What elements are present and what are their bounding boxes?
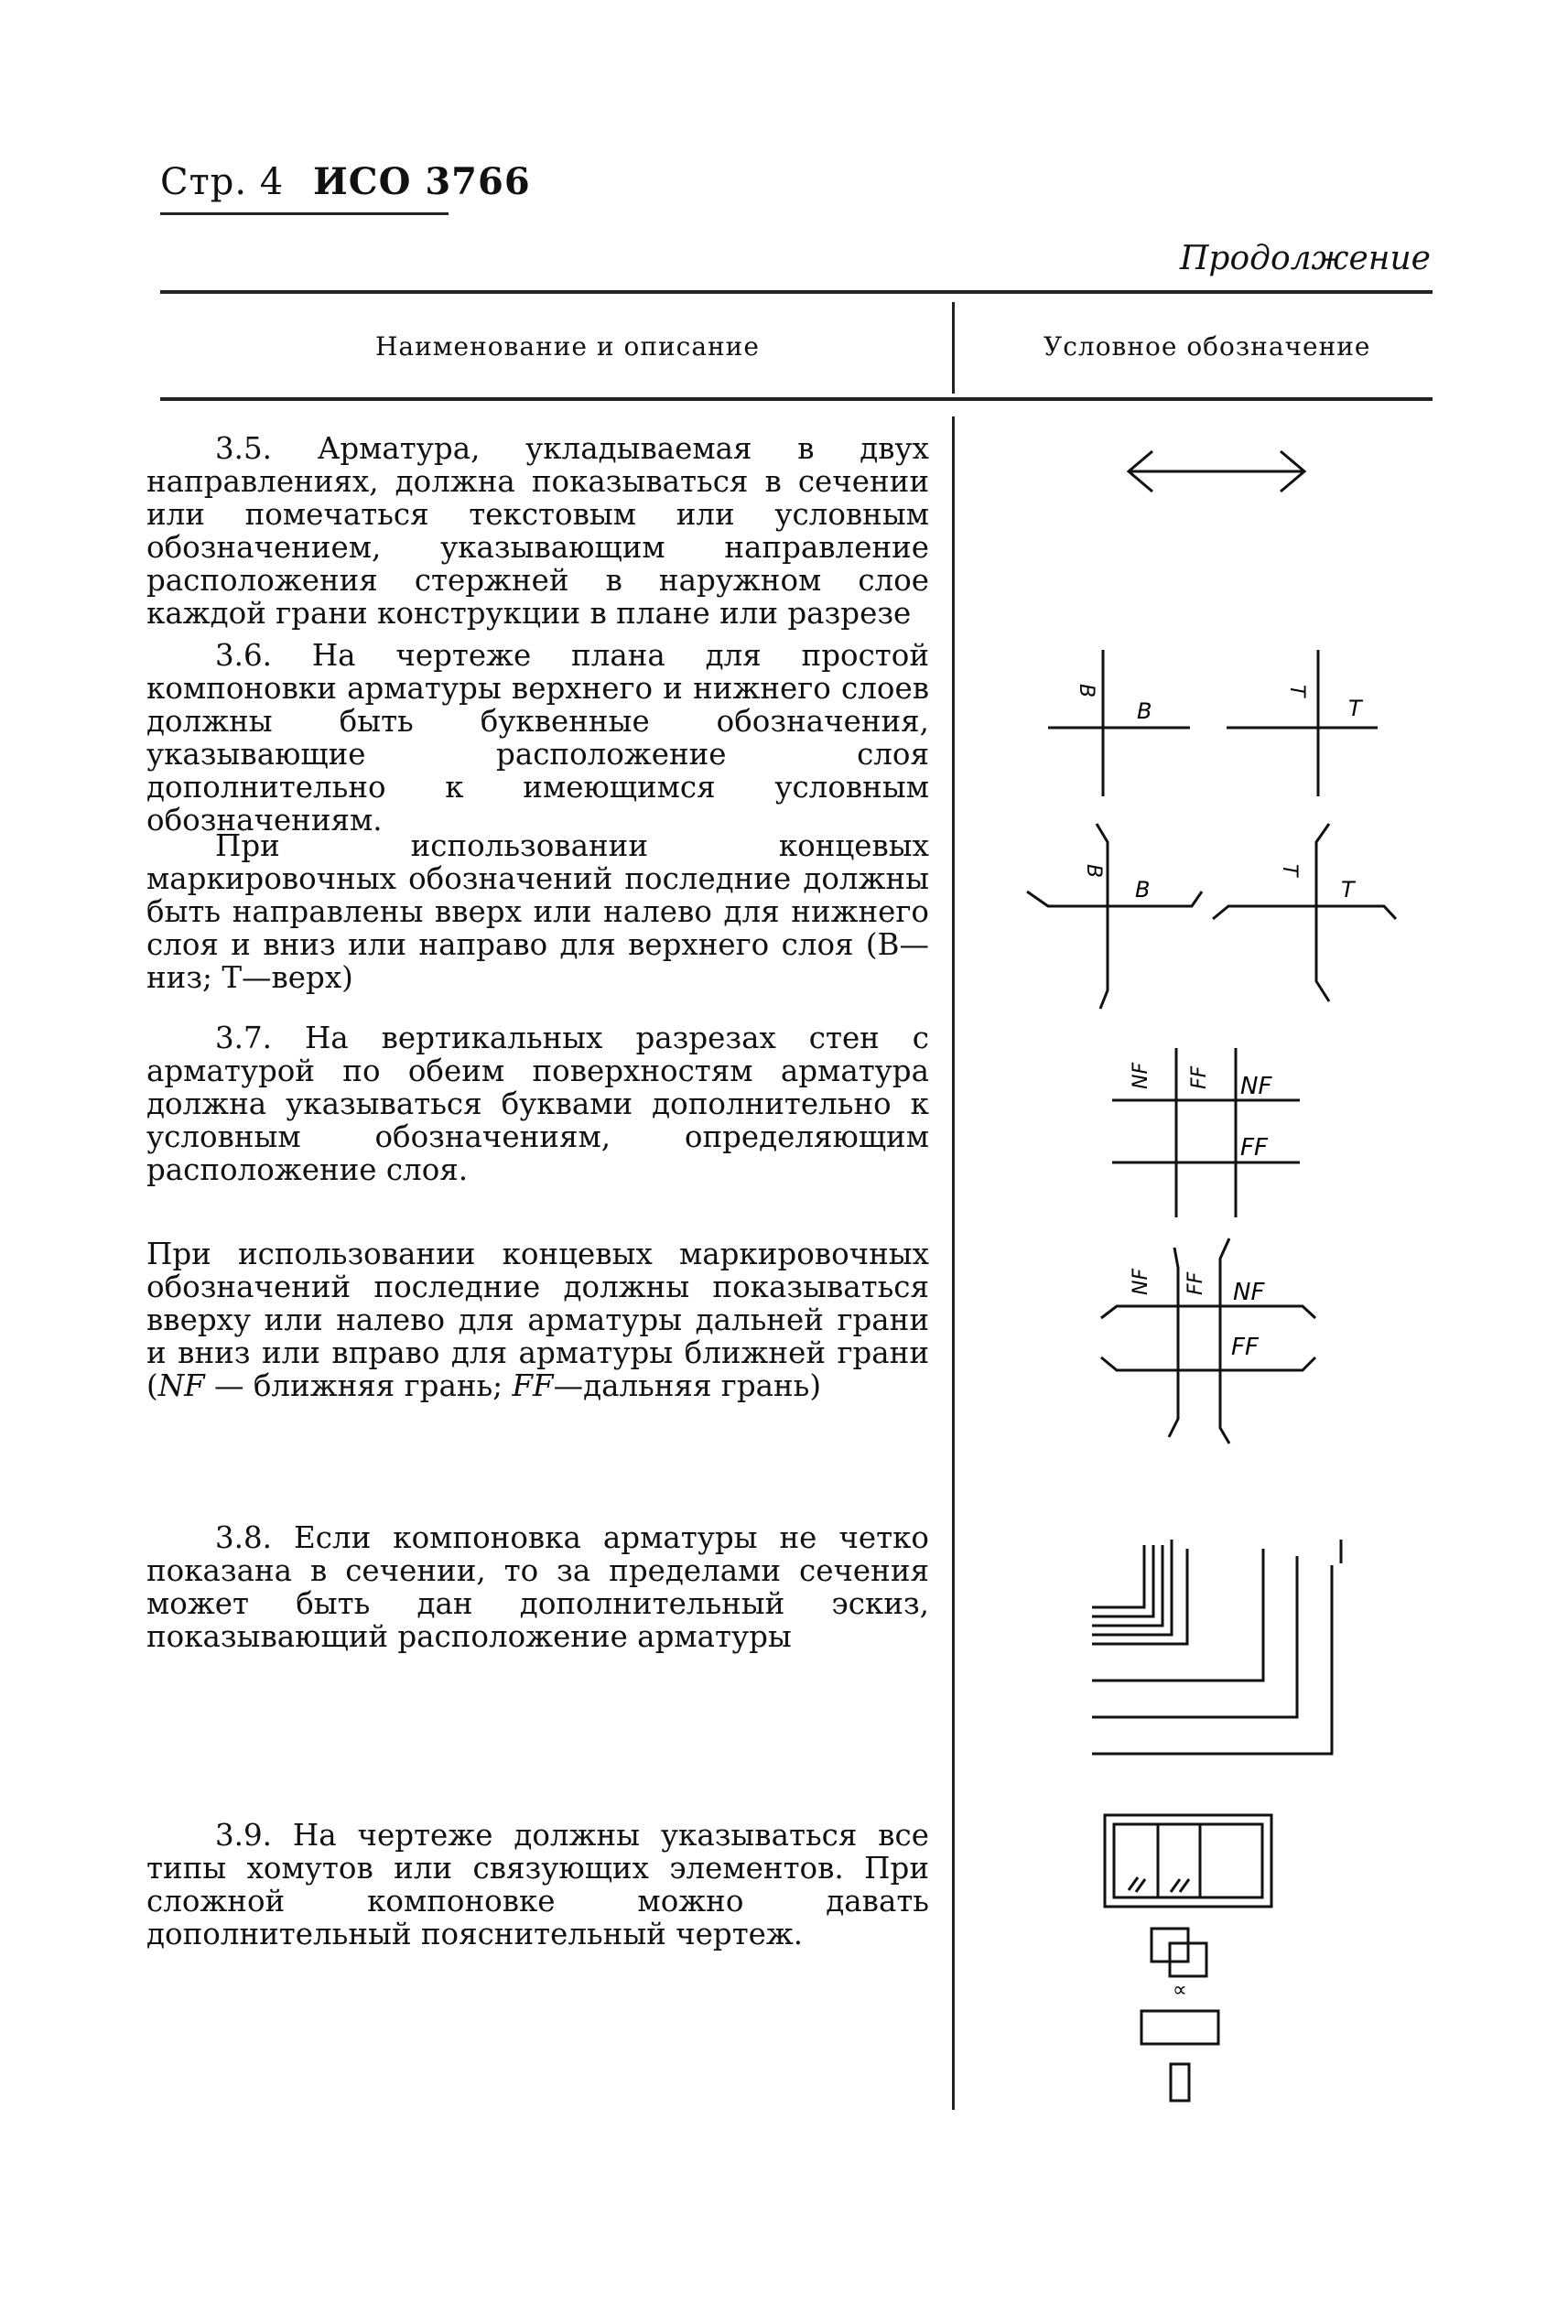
ff-abbrev: FF bbox=[512, 1368, 554, 1403]
standard-number: ИСО 3766 bbox=[312, 160, 531, 203]
table-top-rule bbox=[160, 290, 1433, 294]
end-label-t-vertical: T bbox=[1278, 864, 1301, 877]
row-3-9-text: 3.9. На чертеже должны указываться все типы хомутов или связующих элементов. При сложной компоновке можно давать дополнительный пояснительный чертеж. bbox=[146, 1818, 929, 1951]
end-marks-icon bbox=[1016, 816, 1410, 1013]
end-wall-label-ff: FF bbox=[1231, 1334, 1259, 1361]
column-header-name: Наименование и описание bbox=[375, 331, 760, 362]
row-3-6-text: 3.6. На чертеже плана для простой компоновки арматуры верхнего и нижнего слоев должны быть буквенные обозначения, указывающие расположение слоя дополнительно к имеющимся условным обозначениям. bbox=[146, 638, 929, 838]
page-number: Стр. 4 bbox=[160, 161, 285, 203]
label-t: T bbox=[1348, 696, 1362, 721]
nf-abbrev: NF bbox=[157, 1368, 205, 1403]
note-text-a: При использовании концевых маркировочных обозначений последние должны показываться вверху или налево для арматуры дальней грани и вниз или вправо для арматуры ближней грани ( bbox=[146, 1237, 929, 1403]
page-header bbox=[160, 160, 531, 203]
stirrup-label: ∝ bbox=[1173, 1979, 1187, 2002]
row-3-8-text: 3.8. Если компоновка арматуры не четко показана в сечении, то за пределами сечения может быть дан дополнительный эскиз, показывающий расположение арматуры bbox=[146, 1520, 929, 1654]
note-text-b: — ближняя грань; bbox=[204, 1368, 513, 1403]
stirrups-icon bbox=[1094, 1808, 1304, 2119]
row-3-7-note-text bbox=[146, 1238, 929, 1402]
row-3-6-note-text: При использовании концевых маркировочных обозначений последние должны быть направлены вверх или налево для нижнего слоя и вниз или направо для верхнего слоя (В—низ; Т—верх) bbox=[146, 828, 929, 995]
wall-label-ff-vertical: FF bbox=[1188, 1065, 1211, 1089]
end-label-b: B bbox=[1135, 877, 1151, 903]
layer-letters-icon bbox=[1039, 641, 1405, 805]
end-label-b-vertical: B bbox=[1082, 864, 1105, 879]
label-b-vertical: B bbox=[1075, 684, 1098, 698]
row-3-5-text: 3.5. Арматура, укладываемая в двух направлениях, должна показываться в сечении или помечаться текстовым или условным обозначением, указывающим направление расположения стержней в наружном слое каждой грани конструкции в плане или разрезе bbox=[146, 431, 929, 631]
end-wall-label-nf-vertical: NF bbox=[1130, 1268, 1152, 1295]
column-header-symbol: Условное обозначение bbox=[1044, 331, 1371, 362]
wall-label-ff: FF bbox=[1240, 1134, 1268, 1162]
note-text-c: —дальняя грань) bbox=[553, 1368, 822, 1403]
wall-end-marks-icon bbox=[1094, 1231, 1332, 1451]
column-divider bbox=[952, 416, 955, 2110]
wall-label-nf-vertical: NF bbox=[1130, 1062, 1152, 1089]
bar-sketch-icon bbox=[1085, 1529, 1359, 1785]
row-3-7-text: 3.7. На вертикальных разрезах стен с арматурой по обеим поверхностям арматура должна указываться буквами дополнительно к условным обозначениям, определяющим расположение слоя. bbox=[146, 1021, 929, 1187]
label-b: B bbox=[1137, 698, 1152, 724]
end-wall-label-ff-vertical: FF bbox=[1184, 1271, 1207, 1295]
wall-label-nf: NF bbox=[1240, 1073, 1272, 1100]
wall-faces-icon bbox=[1103, 1043, 1332, 1227]
continuation-label: Продолжение bbox=[1180, 240, 1431, 277]
label-t-vertical: T bbox=[1285, 685, 1308, 697]
double-arrow-icon bbox=[1121, 444, 1314, 499]
end-wall-label-nf: NF bbox=[1233, 1279, 1265, 1306]
header-divider bbox=[952, 302, 955, 394]
header-underline bbox=[160, 212, 449, 215]
table-header-rule bbox=[160, 397, 1433, 401]
end-label-t: T bbox=[1341, 877, 1355, 903]
